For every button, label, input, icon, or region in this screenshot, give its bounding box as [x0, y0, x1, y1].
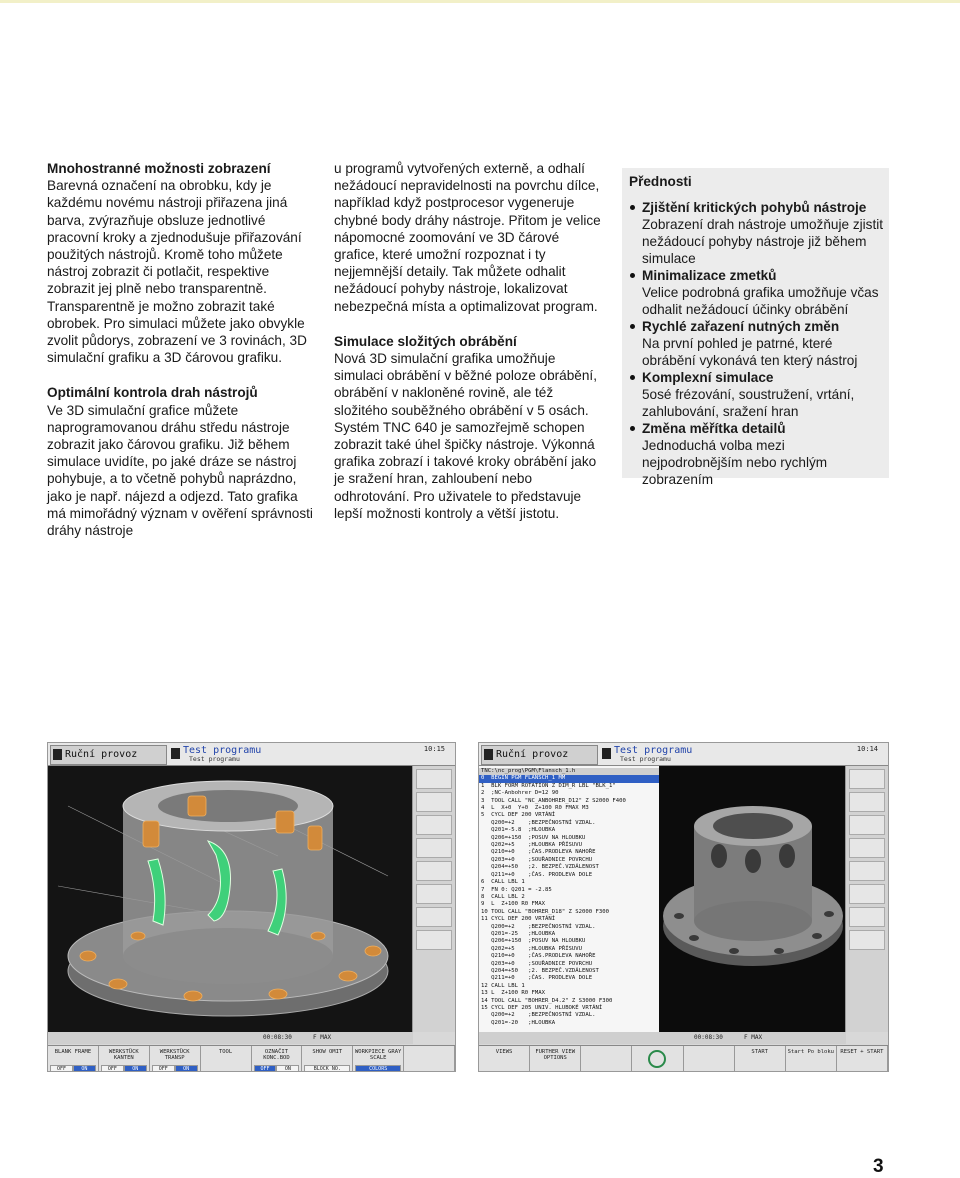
toggle-on: ON	[124, 1065, 147, 1072]
clock: 10:14	[856, 745, 878, 753]
item-title: Minimalizace zmetků	[642, 268, 777, 283]
code-line[interactable]: Q200=+2 ;BEZPEČNOSTNÍ VZDAL.	[481, 923, 596, 930]
side-softkey[interactable]	[849, 838, 885, 858]
run-time: 00:08:30	[263, 1034, 292, 1041]
side-softkey[interactable]	[416, 838, 452, 858]
section-display-options	[47, 160, 317, 366]
item-title: Rychlé zařazení nutných změn	[642, 319, 840, 334]
item-desc: Jednoduchá volba mezi nejpodrobnějším nebo rychlým zobrazením	[642, 438, 828, 487]
item-title: Komplexní simulace	[642, 370, 774, 385]
side-softkey[interactable]	[416, 861, 452, 881]
softkey-row	[479, 1045, 888, 1072]
bullet-icon	[630, 426, 635, 431]
code-line[interactable]: Q211=+0 ;ČAS. PRODLEVA DOLE	[481, 975, 593, 982]
softkey-show-omit[interactable]	[302, 1046, 353, 1072]
softkey-speed-dial[interactable]	[632, 1046, 683, 1072]
softkey-start[interactable]	[735, 1046, 786, 1072]
bullet-icon	[630, 324, 635, 329]
softkey-label: START	[751, 1049, 768, 1055]
mode-sublabel: Test programu	[189, 755, 240, 763]
code-line[interactable]: Q210=+0 ;ČAS.PRODLEVA NAHOŘE	[481, 849, 596, 856]
softkey-label: VIEWS	[495, 1049, 513, 1055]
softkey-empty[interactable]	[581, 1046, 632, 1072]
page-number: 3	[873, 1156, 884, 1177]
side-softkey[interactable]	[416, 930, 452, 950]
mode-test-tab[interactable]	[169, 745, 349, 763]
toggle-colors: COLORS	[355, 1065, 401, 1072]
control-header	[48, 743, 455, 766]
item-desc: Velice podrobná grafika umožňuje včas odhalit nežádoucí účinky obrábění	[642, 285, 879, 317]
code-line[interactable]: 2 ;NC-Anbohrer D=12 90	[481, 790, 559, 797]
code-line[interactable]: Q202=+5 ;HLOUBKA PŘÍSUVU	[481, 945, 583, 952]
side-softkey[interactable]	[849, 769, 885, 789]
code-line[interactable]: 8 CALL LBL 2	[481, 893, 525, 900]
toggle-on: ON	[276, 1065, 299, 1072]
softkey-tool[interactable]	[201, 1046, 252, 1072]
softkey-workpiece-edges[interactable]	[99, 1046, 150, 1072]
softkey-empty[interactable]	[404, 1046, 455, 1072]
list-item	[622, 267, 889, 318]
code-line[interactable]: 13 L Z+100 R0 FMAX	[481, 990, 545, 997]
mode-test-tab[interactable]	[600, 745, 780, 763]
toggle-on: ON	[73, 1065, 96, 1072]
side-softkey[interactable]	[849, 815, 885, 835]
section-heading: Mnohostranné možnosti zobrazení	[47, 161, 271, 176]
code-line[interactable]: Q204=+50 ;2. BEZPEČ.VZDÁLENOST	[481, 967, 599, 974]
toggle-block-no: BLOCK NO.	[304, 1065, 350, 1072]
item-desc: Zobrazení drah nástroje umožňuje zjistit nežádoucí pohyby nástroje již během simulace	[642, 217, 884, 266]
softkey-workpiece-transparent[interactable]	[150, 1046, 201, 1072]
section-heading: Optimální kontrola drah nástrojů	[47, 385, 258, 401]
mode-label: Ruční provoz	[496, 749, 569, 760]
softkey-mark-endpoint[interactable]	[252, 1046, 303, 1072]
code-line[interactable]: Q203=+0 ;SOUŘADNICE POVRCHU	[481, 960, 593, 967]
advantages-box	[622, 168, 889, 487]
code-line[interactable]: 12 CALL LBL 1	[481, 982, 525, 989]
dial-icon	[648, 1050, 666, 1068]
section-complex-simulation	[334, 333, 604, 522]
side-softkey[interactable]	[849, 792, 885, 812]
softkey-reset-start[interactable]	[837, 1046, 888, 1072]
code-line[interactable]: 14 TOOL CALL "BOHRER_D4.2" Z S3000 F300	[481, 997, 613, 1004]
softkey-start-single-block[interactable]	[786, 1046, 837, 1072]
softkey-label: TOOL	[218, 1049, 233, 1055]
screenshot-program-test	[478, 742, 889, 1072]
section-body: u programů vytvořených externě, a odhalí nežádoucí nepravidelnosti na povrchu dílce, například když postprocesor vygeneruje chybné body dráhy nástroje. Přitom je velice nápomocné zoomování ve 3D čárové grafice, které umožní rozpoznat i ty nejjemnější detaily. Tak můžete odhalit nežádoucí pohyby nástroje, lokalizovat nebezpečná místa a optimalizovat program.	[334, 161, 601, 314]
code-line[interactable]: Q201=-5.8 ;HLOUBKA	[481, 827, 556, 834]
softkey-gray-scale[interactable]	[353, 1046, 404, 1072]
hand-icon	[53, 749, 62, 760]
code-line[interactable]: 11 CYCL DEF 200 VRTÁNÍ	[481, 916, 556, 923]
item-title: Zjištění kritických pohybů nástroje	[642, 200, 867, 215]
mode-sublabel: Test programu	[620, 755, 671, 763]
softkey-label: FURTHER VIEW OPTIONS	[535, 1049, 576, 1061]
code-line[interactable]: 10 TOOL CALL "BOHRER_D18" Z S2000 F300	[481, 908, 609, 915]
column-1	[47, 160, 317, 557]
top-rule	[0, 0, 960, 3]
program-icon	[171, 748, 180, 759]
code-line[interactable]: Q210=+0 ;ČAS.PRODLEVA NAHOŘE	[481, 953, 596, 960]
section-body: Ve 3D simulační grafice můžete naprogramovanou dráhu středu nástroje zobrazit jako čárovou grafiku. Již během simulace uvidíte, po jaké dráze se nástroj pohybuje, a to včetně pohybů naprázdno, jako je např. nájezd a odjezd. Tato grafika má mimořádný význam v ověření správnosti dráhy nástroje	[47, 402, 313, 539]
screenshot-3d-simulation	[47, 742, 456, 1072]
section-body: Barevná označení na obrobku, kdy je každému novému nástroji přiřazena jiná barva, zvýrazňuje obsluze jednotlivé pracovní kroky a zjednodušuje přiřazování použitých nástrojů. Kromě toho můžete nástroj zobrazit či potlačit, respektive zobrazit jej plně nebo transparentně. Transparentně je možno zobrazit také obrobek. Pro simulaci můžete jako obvykle zvolit půdorys, zobrazení ve 3 rovinách, 3D simulační grafiku a 3D čárovou grafiku.	[47, 178, 307, 366]
code-line[interactable]: 5 CYCL DEF 200 VRTÁNÍ	[481, 812, 556, 819]
workpiece-3d-render	[48, 766, 414, 1032]
code-line[interactable]: Q211=+0 ;ČAS. PRODLEVA DOLE	[481, 871, 593, 878]
advantages-list	[622, 199, 889, 488]
file-path: TNC:\nc_prog\PGM\Flansch_1.h	[479, 768, 659, 775]
softkey-label: SHOW OMIT	[312, 1049, 343, 1055]
softkey-further-view-options[interactable]	[530, 1046, 581, 1072]
softkey-label: WERKSTÜCK TRANSP	[159, 1049, 190, 1061]
mode-label: Test programu	[614, 745, 693, 756]
side-softkey[interactable]	[849, 884, 885, 904]
softkey-label: WORKPIECE GRAY SCALE	[355, 1049, 402, 1061]
side-softkey[interactable]	[849, 861, 885, 881]
mode-manual-tab[interactable]	[50, 745, 167, 765]
list-item	[622, 318, 889, 369]
section-heading: Simulace složitých obrábění	[334, 333, 517, 349]
code-line[interactable]: Q206=+150 ;POSUV NA HLOUBKU	[481, 938, 586, 945]
side-softkey[interactable]	[849, 930, 885, 950]
toggle-off: OFF	[50, 1065, 73, 1072]
item-desc: Na první pohled je patrné, které obrábění vykonává ten který nástroj	[642, 336, 858, 368]
softkey-label: RESET + START	[840, 1049, 884, 1055]
toggle-off: OFF	[254, 1065, 277, 1072]
program-icon	[602, 748, 611, 759]
code-line[interactable]: Q200=+2 ;BEZPEČNOSTNÍ VZDAL.	[481, 819, 596, 826]
right-softkey-column	[412, 766, 455, 1032]
feed-status: F MAX	[744, 1034, 763, 1041]
side-softkey[interactable]	[849, 907, 885, 927]
status-bar	[479, 1032, 846, 1044]
hand-icon	[484, 749, 493, 760]
bullet-icon	[630, 375, 635, 380]
section-body: Nová 3D simulační grafika umožňuje simulaci obrábění v běžné poloze obrábění, obrábění v nakloněné rovině, ale též složitého souběžného obrábění v 5 osách. Systém TNC 640 je samozřejmě schopen zobrazit také úhel špičky nástroje. Výkonná grafika zobrazí i takové kroky obrábění jako je sražení hran, zahloubení nebo odhrotování. Pro uživatele to představuje lepší možnosti kontroly a větší jistotu.	[334, 351, 597, 521]
code-line[interactable]: Q202=+5 ;HLOUBKA PŘÍSUVU	[481, 842, 583, 849]
workpiece-solid-render	[659, 766, 847, 1032]
column-2	[334, 160, 604, 540]
softkey-label: OZNAČIT KONC.BOD	[263, 1049, 290, 1061]
code-line[interactable]: Q200=+2 ;BEZPEČNOSTNÍ VZDAL.	[481, 1012, 596, 1019]
code-line[interactable]: 15 CYCL DEF 205 UNIV. HLUBOKÉ VRTÁNÍ	[481, 1005, 603, 1011]
status-bar	[48, 1032, 413, 1044]
bullet-icon	[630, 273, 635, 278]
toggle-on: ON	[175, 1065, 198, 1072]
program-and-view	[479, 766, 847, 1032]
control-header	[479, 743, 888, 766]
code-line[interactable]: 4 L X+0 Y+0 Z+100 R0 FMAX M3	[481, 805, 589, 812]
advantages-title: Přednosti	[629, 174, 692, 189]
code-line[interactable]: Q204=+50 ;2. BEZPEČ.VZDÁLENOST	[481, 864, 599, 871]
code-line[interactable]: 7 FN 0: Q201 = -2.85	[481, 886, 552, 893]
side-softkey[interactable]	[416, 907, 452, 927]
section-continuation	[334, 160, 604, 315]
list-item	[622, 199, 889, 267]
softkey-label: BLANK FRAME	[54, 1049, 92, 1055]
list-item	[622, 420, 889, 488]
code-line[interactable]: 9 L Z+100 R0 FMAX	[481, 901, 545, 908]
feed-status: F MAX	[313, 1034, 332, 1041]
softkey-views[interactable]	[479, 1046, 530, 1072]
side-softkey[interactable]	[416, 815, 452, 835]
code-line[interactable]: Q206=+150 ;POSUV NA HLOUBKU	[481, 834, 586, 841]
clock: 10:15	[423, 745, 445, 753]
bullet-icon	[630, 205, 635, 210]
code-line[interactable]: Q201=-25 ;HLOUBKA	[481, 930, 556, 937]
mode-manual-tab[interactable]	[481, 745, 598, 765]
softkey-blank-frame[interactable]	[48, 1046, 99, 1072]
side-softkey[interactable]	[416, 884, 452, 904]
softkey-label: Start Po bloku	[787, 1049, 834, 1055]
simulation-view	[48, 766, 414, 1032]
softkey-empty[interactable]	[684, 1046, 735, 1072]
code-line[interactable]: Q203=+0 ;SOUŘADNICE POVRCHU	[481, 856, 593, 863]
run-time: 00:08:30	[694, 1034, 723, 1041]
list-item	[622, 369, 889, 420]
right-softkey-column	[845, 766, 888, 1032]
section-toolpath-control	[47, 384, 317, 539]
code-line[interactable]: 3 TOOL CALL "NC_ANBOHRER_D12" Z S2000 F400	[481, 797, 626, 804]
toggle-off: OFF	[152, 1065, 175, 1072]
side-softkey[interactable]	[416, 792, 452, 812]
mode-label: Ruční provoz	[65, 749, 138, 760]
item-title: Změna měřítka detailů	[642, 421, 786, 436]
code-line[interactable]: 1 BLK FORM ROTATION Z DIM_R LBL "BLK_1"	[481, 782, 616, 789]
softkey-row	[48, 1045, 455, 1072]
side-softkey[interactable]	[416, 769, 452, 789]
softkey-label: WERKSTÜCK KANTEN	[108, 1049, 139, 1061]
nc-program-listing[interactable]	[479, 766, 659, 1034]
code-line[interactable]: 6 CALL LBL 1	[481, 879, 525, 886]
toggle-off: OFF	[101, 1065, 124, 1072]
item-desc: 5osé frézování, soustružení, vrtání, zahlubování, sražení hran	[642, 387, 855, 419]
code-line[interactable]: 0 BEGIN PGM FLANSCH_1 MM	[479, 775, 659, 782]
code-line[interactable]: Q201=-20 ;HLOUBKA	[481, 1019, 556, 1026]
mode-label: Test programu	[183, 745, 262, 756]
